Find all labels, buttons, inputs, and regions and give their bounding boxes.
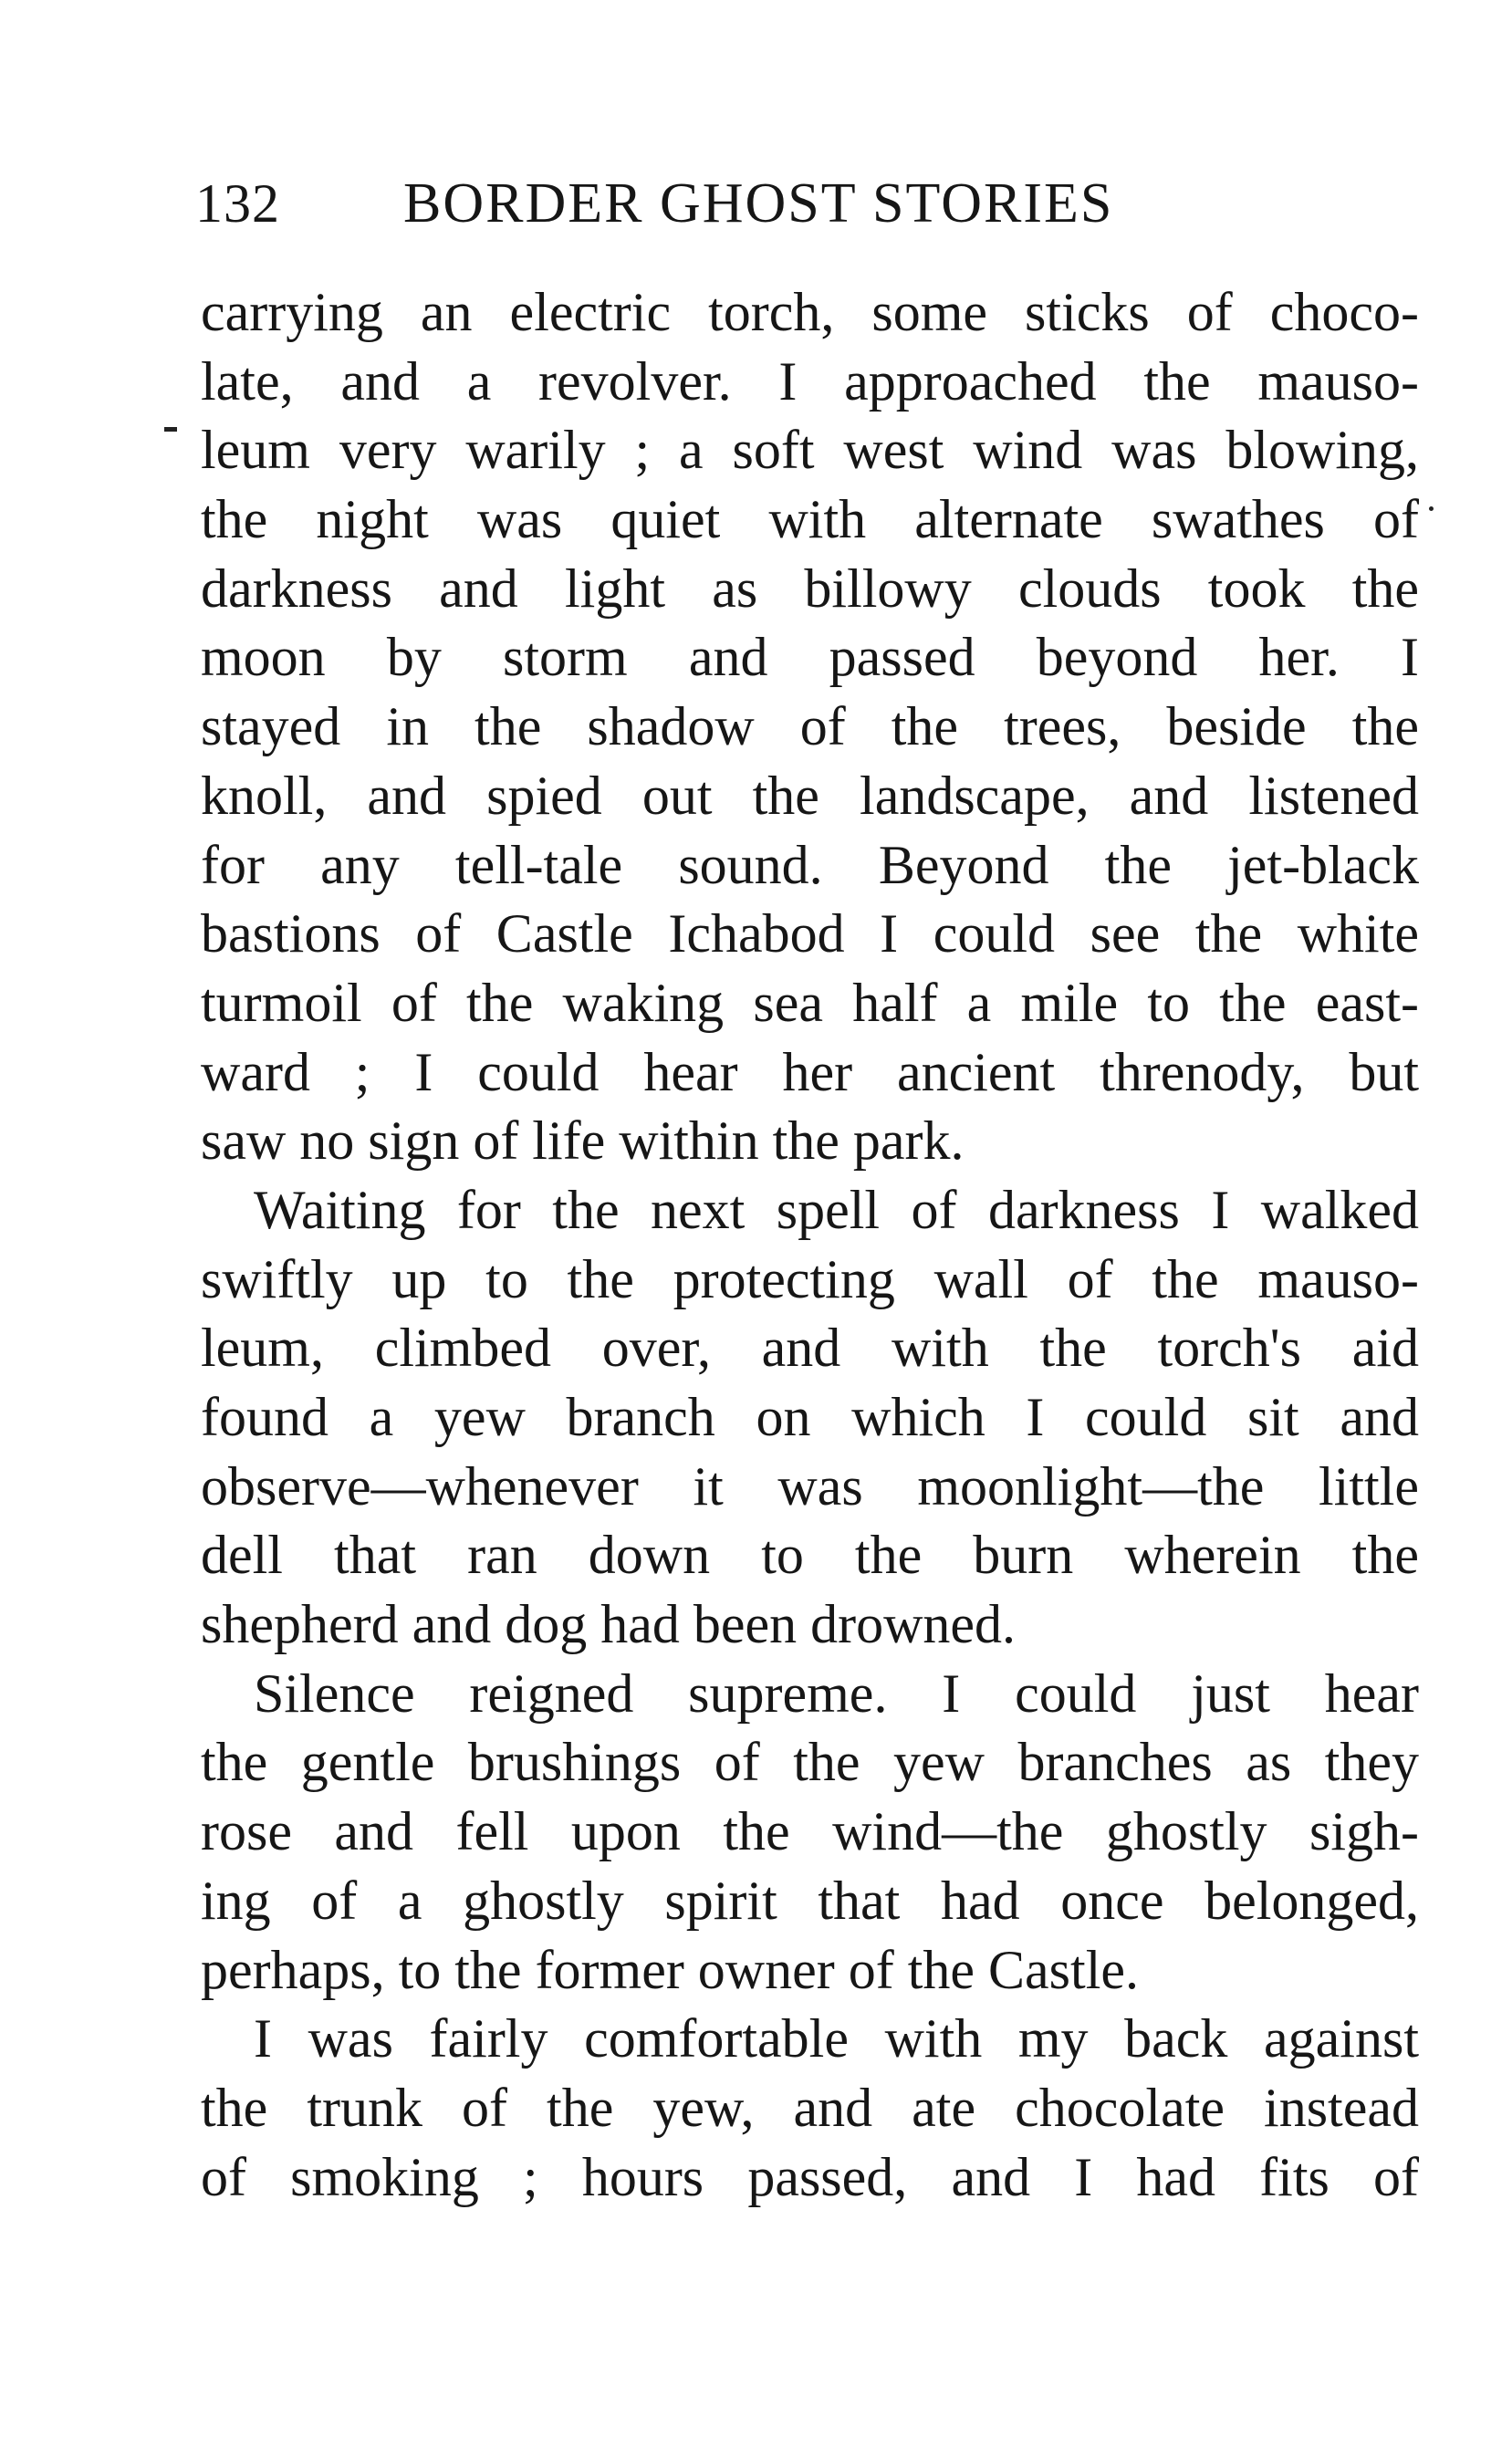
text-line: darkness and light as billowy clouds took the — [201, 558, 1419, 619]
text-line: leum, climbed over, and with the torch's aid — [201, 1318, 1419, 1379]
margin-dot — [1429, 506, 1434, 511]
text-line: for any tell-tale sound. Beyond the jet-black — [201, 834, 1419, 895]
text-line: stayed in the shadow of the trees, beside the — [201, 696, 1419, 757]
text-line: observe—whenever it was moonlight—the little — [201, 1455, 1419, 1517]
text-line: dell that ran down to the burn wherein the — [201, 1525, 1419, 1586]
text-line: perhaps, to the former owner of the Castle. — [201, 1939, 1139, 2000]
text-line: late, and a revolver. I approached the mauso- — [201, 350, 1419, 412]
text-line: of smoking ; hours passed, and I had fits of — [201, 2146, 1419, 2207]
running-head — [195, 162, 1418, 245]
text-line: Silence reigned supreme. I could just hear — [254, 1662, 1419, 1724]
text-line: moon by storm and passed beyond her. I — [201, 627, 1419, 688]
margin-mark — [164, 427, 177, 432]
text-line: found a yew branch on which I could sit and — [201, 1387, 1419, 1447]
text-line: ing of a ghostly spirit that had once belonged, — [201, 1870, 1419, 1931]
text-line: the night was quiet with alternate swathes of — [201, 489, 1419, 550]
text-line: the gentle brushings of the yew branches as they — [201, 1732, 1419, 1793]
text-line: the trunk of the yew, and ate chocolate instead — [201, 2077, 1419, 2138]
text-line: carrying an electric torch, some sticks of choco- — [201, 282, 1419, 342]
page-number: 132 — [195, 173, 280, 234]
text-line: bastions of Castle Ichabod I could see the white — [201, 903, 1419, 964]
text-line: shepherd and dog had been drowned. — [201, 1594, 1017, 1655]
text-line: ward ; I could hear her ancient threnody, but — [201, 1041, 1419, 1102]
text-line: saw no sign of life within the park. — [201, 1110, 965, 1172]
text-line: leum very warily ; a soft west wind was blowing, — [201, 420, 1419, 481]
text-line: Waiting for the next spell of darkness I walked — [254, 1179, 1419, 1240]
text-line: turmoil of the waking sea half a mile to the east- — [201, 972, 1419, 1033]
text-line: rose and fell upon the wind—the ghostly sigh- — [201, 1801, 1419, 1862]
text-line: knoll, and spied out the landscape, and listened — [201, 765, 1419, 826]
text-line: I was fairly comfortable with my back against — [254, 2008, 1419, 2069]
text-line: swiftly up to the protecting wall of the mauso- — [201, 1248, 1419, 1309]
book-title: BORDER GHOST STORIES — [403, 172, 1114, 235]
body-text — [201, 278, 1419, 2212]
